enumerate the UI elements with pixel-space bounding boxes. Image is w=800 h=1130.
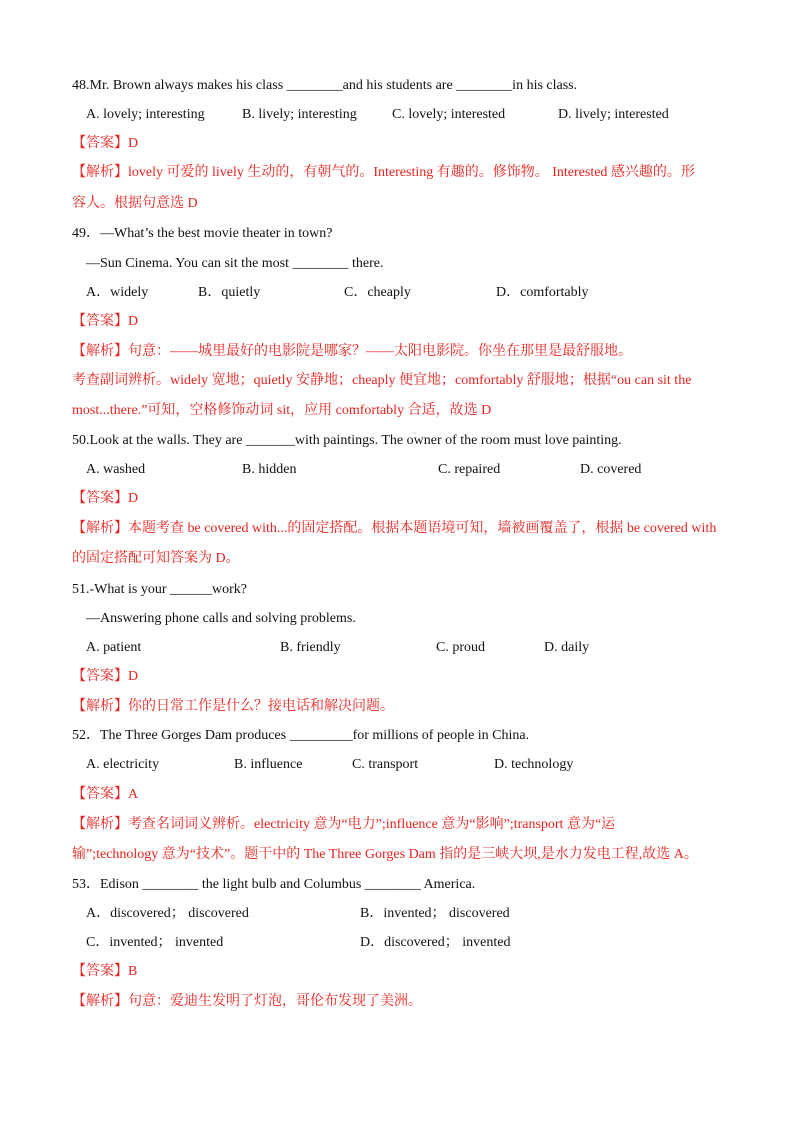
option-d: D. technology bbox=[494, 757, 574, 772]
question-50-options bbox=[86, 460, 746, 480]
option-a: A. lovely; interesting bbox=[86, 107, 205, 122]
question-53-options-row1 bbox=[86, 904, 746, 924]
option-c: C. proud bbox=[436, 640, 485, 655]
option-d: D. lively; interested bbox=[558, 107, 669, 122]
question-53-stem: 53．Edison ________ the light bulb and Columbus ________ America. bbox=[72, 877, 476, 892]
question-51-options bbox=[86, 638, 746, 658]
option-a: A．discovered； discovered bbox=[86, 906, 249, 921]
option-a: A. patient bbox=[86, 640, 142, 655]
analysis-49-line1: 【解析】句意：——城里最好的电影院是哪家？——太阳电影院。你坐在那里是最舒服地。 bbox=[72, 344, 632, 359]
question-53-options-row2 bbox=[86, 933, 746, 953]
option-b: B．invented； discovered bbox=[360, 906, 510, 921]
option-d: D. daily bbox=[544, 640, 590, 655]
option-b: B．quietly bbox=[198, 285, 261, 300]
question-52-stem: 52．The Three Gorges Dam produces _________for millions of people in China. bbox=[72, 728, 530, 743]
option-c: C．cheaply bbox=[344, 285, 411, 300]
analysis-49-line3: most...there.”可知，空格修饰动词 sit，应用 comfortably 合适，故选 D bbox=[72, 403, 492, 418]
option-d: D．discovered； invented bbox=[360, 935, 511, 950]
option-a: A. electricity bbox=[86, 757, 160, 772]
answer-49: 【答案】D bbox=[72, 314, 139, 329]
analysis-53-line1: 【解析】句意：爱迪生发明了灯泡，哥伦布发现了美洲。 bbox=[72, 994, 422, 1009]
answer-50: 【答案】D bbox=[72, 491, 139, 506]
option-a: A. washed bbox=[86, 462, 146, 477]
question-49-options bbox=[86, 283, 746, 303]
option-d: D．comfortably bbox=[496, 285, 589, 300]
option-d: D. covered bbox=[580, 462, 642, 477]
option-b: B. friendly bbox=[280, 640, 341, 655]
analysis-50-line1: 【解析】本题考查 be covered with...的固定搭配。根据本题语境可知，墙被画覆盖了，根据 be covered with bbox=[72, 521, 717, 536]
question-48-options bbox=[86, 105, 746, 125]
option-c: C．invented； invented bbox=[86, 935, 224, 950]
answer-48: 【答案】D bbox=[72, 136, 139, 151]
option-b: B. influence bbox=[234, 757, 303, 772]
question-50-stem: 50.Look at the walls. They are _______with paintings. The owner of the room must love painting. bbox=[72, 433, 622, 448]
analysis-48-line1: 【解析】lovely 可爱的 lively 生动的，有朝气的。Interesting 有趣的。修饰物。 Interested 感兴趣的。形 bbox=[72, 165, 695, 180]
question-48-stem: 48.Mr. Brown always makes his class ________and his students are ________in his class. bbox=[72, 78, 578, 93]
analysis-51-line1: 【解析】你的日常工作是什么？接电话和解决问题。 bbox=[72, 699, 394, 714]
question-49-stem-reply: —Sun Cinema. You can sit the most ________ there. bbox=[86, 256, 384, 271]
question-52-options bbox=[86, 755, 746, 775]
answer-51: 【答案】D bbox=[72, 669, 139, 684]
analysis-49-line2: 考查副词辨析。widely 宽地；quietly 安静地；cheaply 便宜地；comfortably 舒服地；根据“ou can sit the bbox=[72, 373, 692, 388]
option-c: C. lovely; interested bbox=[392, 107, 506, 122]
option-c: C. transport bbox=[352, 757, 419, 772]
analysis-52-line2: 输”;technology 意为“技术”。题干中的 The Three Gorges Dam 指的是三峡大坝,是水力发电工程,故选 A。 bbox=[72, 847, 698, 862]
analysis-48-line2: 容人。根据句意选 D bbox=[72, 196, 198, 211]
option-b: B. hidden bbox=[242, 462, 297, 477]
option-c: C. repaired bbox=[438, 462, 501, 477]
question-51-stem-reply: —Answering phone calls and solving problems. bbox=[86, 611, 356, 626]
option-a: A．widely bbox=[86, 285, 149, 300]
question-49-stem: 49．—What’s the best movie theater in town? bbox=[72, 226, 333, 241]
answer-53: 【答案】B bbox=[72, 964, 138, 979]
analysis-52-line1: 【解析】考查名词词义辨析。electricity 意为“电力”;influence 意为“影响”;transport 意为“运 bbox=[72, 817, 616, 832]
option-b: B. lively; interesting bbox=[242, 107, 357, 122]
answer-52: 【答案】A bbox=[72, 787, 139, 802]
question-51-stem: 51.-What is your ______work? bbox=[72, 582, 247, 597]
analysis-50-line2: 的固定搭配可知答案为 D。 bbox=[72, 551, 240, 566]
